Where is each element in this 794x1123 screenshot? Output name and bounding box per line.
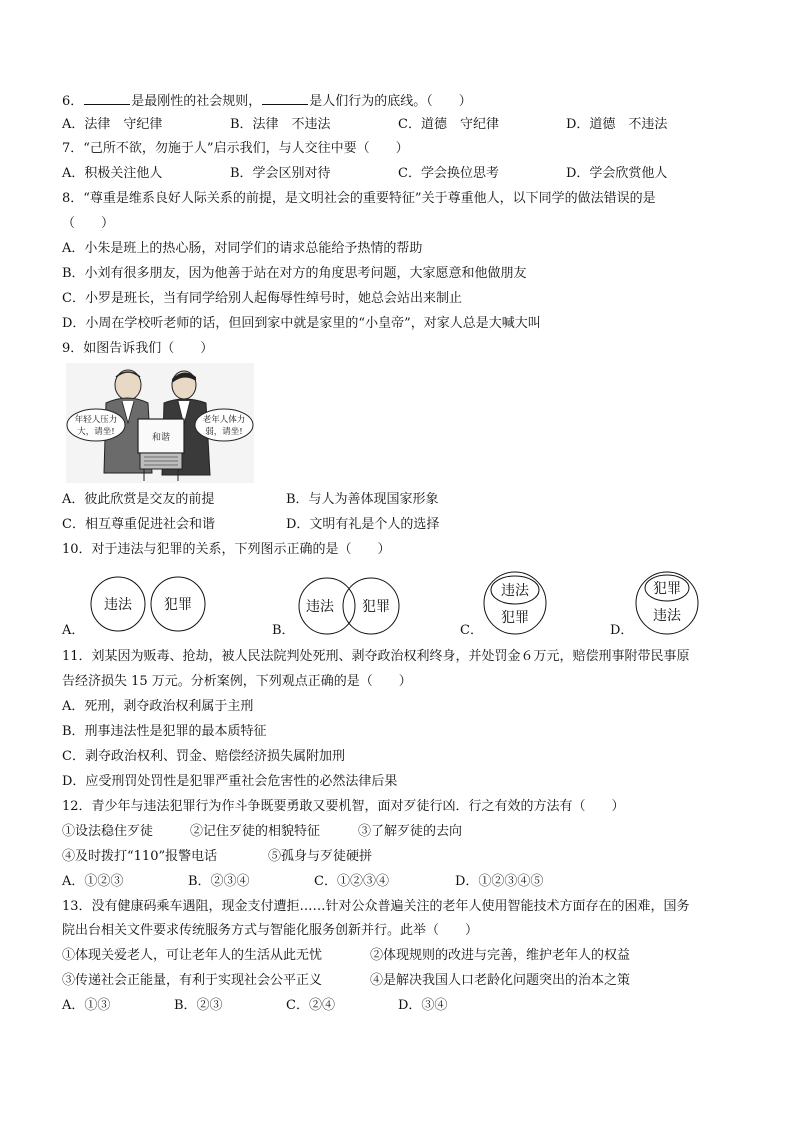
q12-item-5: ⑤孤身与歹徒硬拼 — [268, 849, 373, 864]
q13-stem-line1: 13．没有健康码乘车遇阻，现金支付遭拒……针对公众普遍关注的老年人使用智能技术方面存在的困难，国务 — [62, 899, 690, 914]
q6-stem-end: 是人们行为的底线。（ ） — [309, 94, 472, 109]
left-bubble-line2: 大，请坐! — [77, 427, 115, 437]
q10-diagram-b[interactable] — [294, 576, 404, 636]
q12-option-c[interactable]: C．①②③④ — [314, 874, 389, 889]
q12-item-4: ④及时拨打“110”报警电话 — [62, 849, 218, 864]
q11-option-a[interactable]: A．死刑，剥夺政治权利属于主刑 — [62, 699, 254, 714]
q8-stem-line1: 8．“尊重是维系良好人际关系的前提，是文明社会的重要特征”关于尊重他人，以下同学的做法错误的是 — [62, 191, 656, 206]
q9-option-b[interactable]: B．与人为善体现国家形象 — [286, 492, 439, 507]
q12-item-2: ②记住歹徒的相貌特征 — [190, 824, 321, 839]
label-illegal: 违法 — [306, 599, 334, 615]
q9-option-a[interactable]: A．彼此欣赏是交友的前提 — [62, 492, 215, 507]
q12-stem: 12．青少年与违法犯罪行为作斗争既要勇敢又要机智，面对歹徒行凶．行之有效的方法有（ ） — [62, 799, 625, 814]
q11-option-d[interactable]: D．应受刑罚处罚性是犯罪严重社会危害性的必然法律后果 — [62, 774, 398, 789]
q8-option-b[interactable]: B．小刘有很多朋友，因为他善于站在对方的角度思考问题，大家愿意和他做朋友 — [62, 266, 527, 281]
q9-cartoon-image — [66, 363, 254, 483]
q6-option-c[interactable]: C．道德 守纪律 — [398, 117, 499, 132]
right-bubble-line1: 老年人体力 — [202, 415, 246, 425]
q7-option-c[interactable]: C．学会换位思考 — [398, 166, 499, 181]
q8-option-c[interactable]: C．小罗是班长，当有同学给别人起侮辱性绰号时，她总会站出来制止 — [62, 291, 462, 306]
q9-stem: 9．如图告诉我们（ ） — [62, 341, 214, 356]
q6-blank-2 — [262, 91, 308, 105]
q13-option-b[interactable]: B．②③ — [174, 998, 223, 1013]
q13-option-d[interactable]: D．③④ — [398, 998, 448, 1013]
q6-stem — [62, 91, 472, 111]
q10-stem: 10．对于违法与犯罪的关系，下列图示正确的是（ ） — [62, 542, 391, 557]
q12-option-b[interactable]: B．②③④ — [188, 874, 250, 889]
q6-number: 6． — [62, 94, 84, 109]
label-crime: 犯罪 — [362, 599, 390, 615]
q11-stem-line1: 11．刘某因为贩毒、抢劫，被人民法院判处死刑、剥夺政治权利终身，并处罚金６万元，赔偿刑事附带民事原 — [62, 649, 690, 664]
q13-item-4: ④是解决我国人口老龄化问题突出的治本之策 — [370, 973, 631, 988]
label-crime: 犯罪 — [653, 581, 681, 597]
q8-stem-line2: （ ） — [62, 216, 115, 231]
seat-label: 和谐 — [151, 433, 171, 443]
q10-option-d-letter[interactable]: D． — [610, 623, 634, 638]
q13-item-2: ②体现规则的改进与完善，维护老年人的权益 — [370, 948, 631, 963]
left-speech-bubble — [67, 409, 125, 441]
q9-option-d[interactable]: D．文明有礼是个人的选择 — [286, 517, 440, 532]
q6-option-d[interactable]: D．道德 不违法 — [566, 117, 668, 132]
q10-option-c-letter[interactable]: C． — [460, 623, 483, 638]
q13-option-a[interactable]: A．①③ — [62, 998, 111, 1013]
q6-option-a[interactable]: A．法律 守纪律 — [62, 117, 163, 132]
label-illegal: 违法 — [501, 583, 529, 599]
q11-stem-line2: 告经济损失 15 万元。分析案例，下列观点正确的是（ ） — [62, 674, 412, 689]
right-speech-bubble — [195, 409, 253, 441]
q7-option-b[interactable]: B．学会区别对待 — [230, 166, 331, 181]
q9-option-c[interactable]: C．相互尊重促进社会和谐 — [62, 517, 215, 532]
q10-option-b-letter[interactable]: B． — [272, 623, 295, 638]
q10-diagram-a[interactable] — [88, 574, 218, 634]
q12-option-a[interactable]: A．①②③ — [62, 874, 124, 889]
q10-option-a-letter[interactable]: A． — [62, 623, 85, 638]
q12-item-3: ③了解歹徒的去向 — [358, 824, 463, 839]
label-crime: 犯罪 — [164, 597, 192, 613]
label-illegal: 违法 — [104, 597, 132, 613]
label-illegal: 违法 — [653, 608, 681, 624]
q7-stem: 7．“己所不欲，勿施于人”启示我们，与人交往中要（ ） — [62, 141, 409, 156]
q8-option-d[interactable]: D．小周在学校听老师的话，但回到家中就是家里的“小皇帝”，对家人总是大喊大叫 — [62, 316, 541, 331]
q7-option-d[interactable]: D．学会欣赏他人 — [566, 166, 668, 181]
q13-option-c[interactable]: C．②④ — [286, 998, 335, 1013]
q12-item-1: ①设法稳住歹徒 — [62, 824, 154, 839]
q10-diagram-c[interactable] — [482, 570, 548, 636]
q8-option-a[interactable]: A．小朱是班上的热心肠，对同学们的请求总能给予热情的帮助 — [62, 241, 423, 256]
q13-item-1: ①体现关爱老人，可让老年人的生活从此无忧 — [62, 948, 323, 963]
q11-option-b[interactable]: B．刑事违法性是犯罪的最本质特征 — [62, 724, 267, 739]
q13-item-3: ③传递社会正能量，有利于实现社会公平正义 — [62, 973, 323, 988]
q13-stem-line2: 院出台相关文件要求传统服务方式与智能化服务创新并行。此举（ ） — [62, 923, 479, 938]
right-bubble-line2: 弱，请坐! — [205, 427, 243, 437]
q11-option-c[interactable]: C．剥夺政治权利、罚金、赔偿经济损失属附加刑 — [62, 749, 345, 764]
label-crime: 犯罪 — [501, 610, 529, 626]
left-bubble-line1: 年轻人压力 — [74, 415, 118, 425]
q6-stem-mid: 是最刚性的社会规则， — [131, 94, 262, 109]
q6-blank-1 — [84, 91, 130, 105]
q6-option-b[interactable]: B．法律 不违法 — [230, 117, 331, 132]
q10-diagram-d[interactable] — [634, 570, 700, 636]
q12-option-d[interactable]: D．①②③④⑤ — [455, 874, 544, 889]
q7-option-a[interactable]: A．积极关注他人 — [62, 166, 163, 181]
